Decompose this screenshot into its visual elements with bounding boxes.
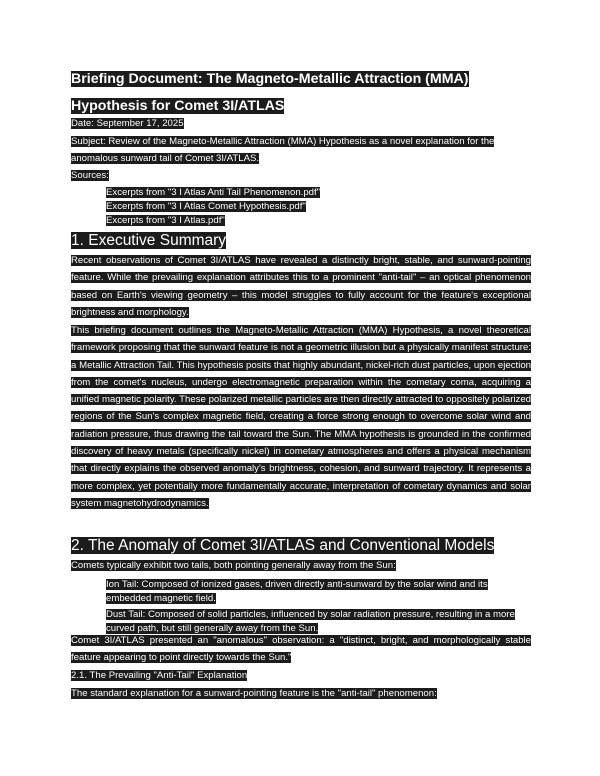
section-1-heading: 1. Executive Summary <box>71 232 227 249</box>
section-2-intro: Comets typically exhibit two tails, both pointing generally away from the Sun: <box>71 560 396 571</box>
sources-list <box>89 186 349 228</box>
section-2-paragraph-2: Comet 3I/ATLAS presented an "anomalous" observation: a "distinct, bright, and morphologically stable feature appearing to point directly towards the Sun." <box>71 635 531 664</box>
tails-list <box>89 578 529 636</box>
section-2-heading: 2. The Anomaly of Comet 3I/ATLAS and Conventional Models <box>71 537 495 554</box>
list-item: Dust Tail: Composed of solid particles, influenced by solar radiation pressure, resulting in a more curved path, but still generally away from the Sun. <box>106 609 515 634</box>
document-title <box>71 68 531 122</box>
section-1-paragraph-1: Recent observations of Comet 3I/ATLAS have revealed a distinctly bright, stable, and sunward-pointing feature. While the prevailing explanation attributes this to a prominent "anti-tail" – an optical phenomenon based on Earth's viewing geometry – this model struggles to fully account for the feature's exceptional brightness and morphology. <box>71 255 531 318</box>
title-line-1: Briefing Document: The Magneto-Metallic Attraction (MMA) <box>71 71 469 87</box>
section-1-paragraph-2: This briefing document outlines the Magneto-Metallic Attraction (MMA) Hypothesis, a novel theoretical framework proposing that the sunward feature is not a geometric illusion but a physically manifest structure: a Metallic Attraction Tail. This hypothesis posits that highly abundant, nickel-rich dust particles, upon ejection from the comet's nucleus, undergo electromagnetic preparation within the cometary coma, acquiring a unified magnetic polarity. These polarized metallic particles are then directly attracted to oppositely polarized regions of the Sun's complex magnetic field, creating a force strong enough to overcome solar wind and radiation pressure, thus drawing the tail toward the Sun. The MMA hypothesis is grounded in the confirmed discovery of heavy metals (specifically nickel) in cometary atmospheres and offers a physical mechanism that directly explains the observed anomaly's brightness, cohesion, and sunward trajectory. It represents a more complex, yet potentially more fundamentally accurate, interpretation of cometary dynamics and solar system magnetohydrodynamics. <box>71 325 531 509</box>
sources-label: Sources: <box>71 170 109 181</box>
list-item: Excerpts from "3 I Atlas Anti Tail Phenomenon.pdf" <box>106 187 321 198</box>
document-meta <box>71 115 531 185</box>
list-item: Excerpts from "3 I Atlas.pdf" <box>106 215 225 226</box>
date-line: Date: September 17, 2025 <box>71 118 184 129</box>
subject-line: Subject: Review of the Magneto-Metallic Attraction (MMA) Hypothesis as a novel explanation for the anomalous sunward tail of Comet 3I/ATLAS. <box>71 136 495 164</box>
section-2-1-paragraph-1: The standard explanation for a sunward-pointing feature is the "anti-tail" phenomenon: <box>71 688 437 699</box>
section-2-1-heading: 2.1. The Prevailing "Anti-Tail" Explanation <box>71 670 248 681</box>
title-line-2: Hypothesis for Comet 3I/ATLAS <box>71 98 285 114</box>
list-item: Excerpts from "3 I Atlas Comet Hypothesis.pdf" <box>106 201 306 212</box>
list-item: Ion Tail: Composed of ionized gases, driven directly anti-sunward by the solar wind and its embedded magnetic field. <box>106 579 488 604</box>
